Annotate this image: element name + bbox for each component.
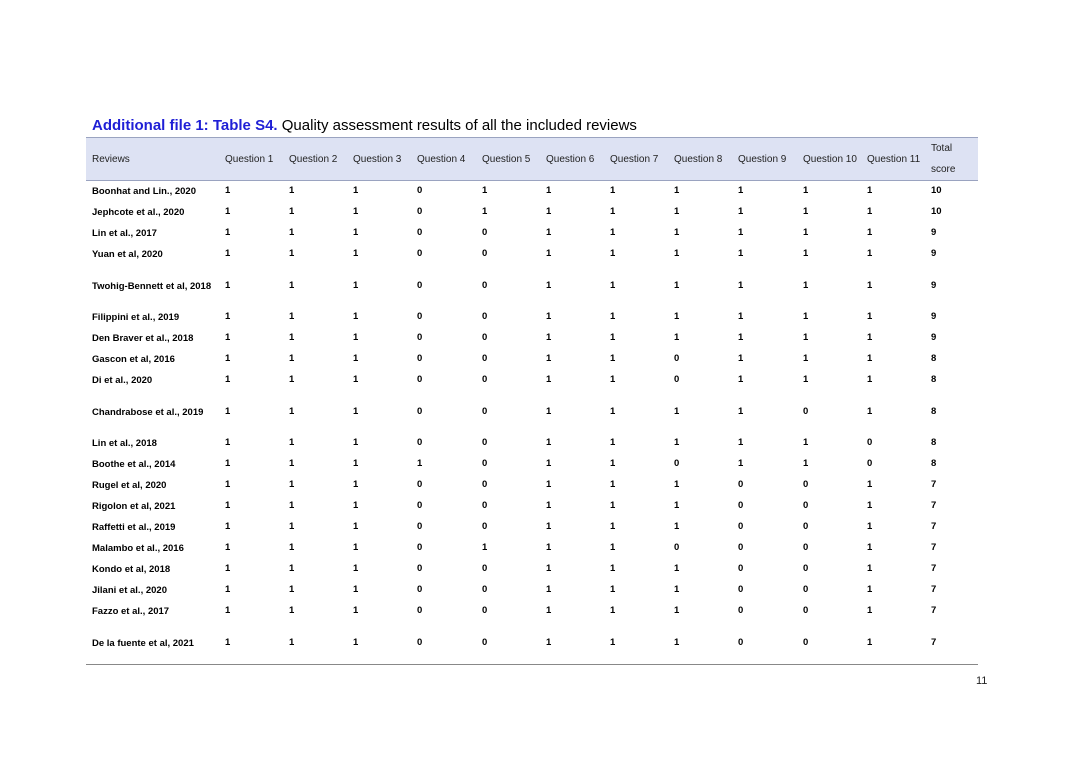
score-cell: 1 — [867, 206, 873, 218]
table-row — [86, 370, 978, 391]
score-cell: 0 — [738, 479, 744, 491]
score-cell: 0 — [797, 622, 861, 665]
score-cell: 0 — [482, 479, 488, 491]
table-row — [86, 622, 978, 665]
score-cell: 1 — [225, 227, 231, 239]
score-cell: 1 — [738, 248, 744, 260]
score-cell: 1 — [610, 458, 616, 470]
review-name-cell: Rigolon et al, 2021 — [92, 501, 176, 512]
score-cell: 8 — [931, 405, 937, 417]
score-cell: 0 — [674, 458, 680, 470]
score-cell: 1 — [674, 563, 680, 575]
score-cell: 0 — [417, 374, 423, 386]
score-cell: 1 — [353, 542, 359, 554]
score-cell: 1 — [353, 248, 359, 260]
column-header: Question 11 — [861, 138, 925, 181]
score-cell: 1 — [738, 405, 744, 417]
score-cell: 0 — [482, 227, 488, 239]
score-cell: 1 — [353, 458, 359, 470]
score-cell: 1 — [738, 279, 744, 291]
table-row — [86, 223, 978, 244]
score-cell: 8 — [931, 437, 937, 449]
score-cell: 1 — [610, 437, 616, 449]
review-name-cell: Fazzo et al., 2017 — [92, 606, 170, 617]
score-cell: 0 — [738, 563, 744, 575]
score-cell: 1 — [803, 206, 809, 218]
score-cell: 1 — [546, 563, 552, 575]
score-cell: 1 — [546, 437, 552, 449]
score-cell: 1 — [803, 311, 809, 323]
score-cell: 9 — [931, 311, 937, 323]
score-cell: 1 — [353, 185, 359, 197]
review-name-cell: Lin et al., 2018 — [92, 438, 157, 449]
score-cell: 9 — [931, 279, 937, 291]
score-cell: 1 — [803, 437, 809, 449]
score-cell: 0 — [417, 279, 423, 291]
score-cell: 0 — [417, 185, 423, 197]
score-cell: 1 — [225, 542, 231, 554]
score-cell: 7 — [931, 500, 937, 512]
score-cell: 1 — [610, 206, 616, 218]
score-cell: 0 — [482, 458, 488, 470]
score-cell: 1 — [610, 542, 616, 554]
score-cell: 1 — [867, 374, 873, 386]
score-cell: 1 — [610, 248, 616, 260]
score-cell: 1 — [674, 227, 680, 239]
score-cell: 1 — [289, 542, 295, 554]
review-name-cell: Twohig-Bennett et al, 2018 — [92, 280, 212, 292]
score-cell: 1 — [674, 479, 680, 491]
score-cell: 7 — [931, 542, 937, 554]
score-cell: 1 — [803, 458, 809, 470]
caption-label: Additional file 1: Table S4. — [92, 117, 278, 134]
score-cell: 1 — [289, 584, 295, 596]
review-name-cell: Chandrabose et al., 2019 — [92, 406, 204, 418]
table-header-row — [86, 138, 978, 181]
score-cell: 1 — [353, 437, 359, 449]
score-cell: 1 — [546, 542, 552, 554]
score-cell: 1 — [289, 437, 295, 449]
review-name-cell: Den Braver et al., 2018 — [92, 333, 194, 344]
score-cell: 0 — [674, 542, 680, 554]
score-cell: 1 — [867, 311, 873, 323]
score-cell: 1 — [674, 584, 680, 596]
score-cell: 1 — [546, 374, 552, 386]
score-cell: 1 — [546, 605, 552, 617]
column-header: Question 9 — [732, 138, 797, 181]
score-cell: 1 — [867, 405, 873, 417]
score-cell: 0 — [803, 500, 809, 512]
score-cell: 0 — [803, 584, 809, 596]
review-name-cell: Jilani et al., 2020 — [92, 585, 167, 596]
score-cell: 9 — [931, 332, 937, 344]
score-cell: 1 — [225, 437, 231, 449]
table-row — [86, 580, 978, 601]
review-name-cell: Gascon et al, 2016 — [92, 354, 175, 365]
score-cell: 1 — [225, 206, 231, 218]
score-cell: 0 — [482, 605, 488, 617]
score-cell: 1 — [353, 227, 359, 239]
table-caption — [92, 116, 637, 136]
review-name-cell: Yuan et al, 2020 — [92, 249, 163, 260]
score-cell: 0 — [482, 353, 488, 365]
score-cell: 1 — [353, 521, 359, 533]
column-header: Question 3 — [347, 138, 411, 181]
score-cell: 1 — [353, 479, 359, 491]
score-cell: 1 — [353, 563, 359, 575]
score-cell: 1 — [546, 311, 552, 323]
score-cell: 7 — [931, 521, 937, 533]
score-cell: 0 — [417, 500, 423, 512]
score-cell: 0 — [803, 405, 809, 417]
score-cell: 1 — [867, 185, 873, 197]
score-cell: 1 — [674, 206, 680, 218]
table-row — [86, 307, 978, 328]
score-cell: 1 — [803, 374, 809, 386]
score-cell: 1 — [546, 405, 552, 417]
score-cell: 0 — [417, 248, 423, 260]
score-cell: 1 — [289, 227, 295, 239]
score-cell: 1 — [219, 622, 283, 665]
score-cell: 1 — [225, 479, 231, 491]
score-cell: 9 — [931, 227, 937, 239]
score-cell: 1 — [610, 605, 616, 617]
page-number: 11 — [976, 675, 988, 687]
score-cell: 1 — [738, 374, 744, 386]
score-cell: 1 — [546, 584, 552, 596]
review-name-cell: Malambo et al., 2016 — [92, 543, 184, 554]
column-header: Question 6 — [540, 138, 604, 181]
score-cell: 1 — [610, 405, 616, 417]
score-cell: 1 — [225, 279, 231, 291]
table-row — [86, 454, 978, 475]
column-header: Question 5 — [476, 138, 540, 181]
score-cell: 1 — [668, 622, 732, 665]
table-row — [86, 538, 978, 559]
score-cell: 0 — [417, 479, 423, 491]
score-cell: 7 — [931, 479, 937, 491]
score-cell: 1 — [803, 332, 809, 344]
score-cell: 0 — [417, 311, 423, 323]
score-cell: 1 — [289, 479, 295, 491]
review-name-cell: Jephcote et al., 2020 — [92, 207, 185, 218]
score-cell: 1 — [610, 185, 616, 197]
score-cell: 1 — [353, 500, 359, 512]
score-cell: 1 — [225, 500, 231, 512]
score-cell: 1 — [867, 542, 873, 554]
score-cell: 0 — [417, 405, 423, 417]
score-cell: 1 — [546, 227, 552, 239]
score-cell: 1 — [610, 563, 616, 575]
column-header: Question 1 — [219, 138, 283, 181]
score-cell: 1 — [674, 500, 680, 512]
score-cell: 1 — [289, 405, 295, 417]
score-cell: 1 — [353, 584, 359, 596]
score-cell: 1 — [674, 437, 680, 449]
score-cell: 1 — [225, 311, 231, 323]
score-cell: 1 — [546, 206, 552, 218]
table-row — [86, 496, 978, 517]
review-name-cell: Kondo et al, 2018 — [92, 564, 171, 575]
score-cell: 1 — [225, 332, 231, 344]
score-cell: 1 — [225, 521, 231, 533]
score-cell: 1 — [289, 353, 295, 365]
score-cell: 0 — [482, 584, 488, 596]
score-cell: 1 — [867, 227, 873, 239]
score-cell: 1 — [610, 332, 616, 344]
score-cell: 1 — [347, 622, 411, 665]
score-cell: 1 — [867, 479, 873, 491]
score-cell: 1 — [674, 405, 680, 417]
score-cell: 1 — [867, 500, 873, 512]
score-cell: 1 — [546, 248, 552, 260]
score-cell: 9 — [931, 248, 937, 260]
score-cell: 1 — [738, 206, 744, 218]
score-cell: 1 — [867, 332, 873, 344]
score-cell: 1 — [546, 332, 552, 344]
score-cell: 1 — [546, 279, 552, 291]
score-cell: 1 — [610, 500, 616, 512]
score-cell: 1 — [289, 332, 295, 344]
table-row — [86, 244, 978, 265]
table-row — [86, 559, 978, 580]
score-cell: 1 — [546, 185, 552, 197]
table-row — [86, 433, 978, 454]
caption-text: Quality assessment results of all the included reviews — [277, 117, 637, 134]
score-cell: 7 — [931, 563, 937, 575]
score-cell: 1 — [353, 605, 359, 617]
score-cell: 0 — [476, 622, 540, 665]
score-cell: 0 — [674, 374, 680, 386]
column-header: Question 7 — [604, 138, 668, 181]
score-cell: 1 — [546, 521, 552, 533]
score-cell: 0 — [417, 332, 423, 344]
table-row — [86, 349, 978, 370]
column-header: Question 10 — [797, 138, 861, 181]
score-cell: 1 — [417, 458, 423, 470]
score-cell: 1 — [674, 311, 680, 323]
table-row — [86, 601, 978, 622]
score-cell: 1 — [604, 622, 668, 665]
review-name-cell: Boonhat and Lin., 2020 — [92, 186, 196, 197]
score-cell: 1 — [803, 227, 809, 239]
score-cell: 1 — [674, 279, 680, 291]
score-cell: 1 — [353, 279, 359, 291]
score-cell: 0 — [738, 584, 744, 596]
score-cell: 1 — [867, 584, 873, 596]
score-cell: 1 — [738, 458, 744, 470]
score-cell: 0 — [417, 437, 423, 449]
score-cell: 0 — [417, 206, 423, 218]
score-cell: 0 — [803, 521, 809, 533]
score-cell: 1 — [546, 500, 552, 512]
column-header: Question 4 — [411, 138, 476, 181]
review-name-cell: Di et al., 2020 — [92, 375, 153, 386]
table-row — [86, 328, 978, 349]
score-cell: 1 — [289, 248, 295, 260]
score-cell: 1 — [803, 353, 809, 365]
score-cell: 0 — [867, 437, 873, 449]
score-cell: 1 — [289, 185, 295, 197]
review-name-cell: Lin et al., 2017 — [92, 228, 157, 239]
score-cell: 1 — [482, 542, 488, 554]
score-cell: 0 — [482, 563, 488, 575]
score-cell: 10 — [931, 185, 942, 197]
score-cell: 1 — [610, 311, 616, 323]
score-cell: 1 — [803, 185, 809, 197]
score-cell: 7 — [925, 622, 978, 665]
review-name-cell: Rugel et al, 2020 — [92, 480, 167, 491]
score-cell: 1 — [867, 605, 873, 617]
score-cell: 0 — [732, 622, 797, 665]
score-cell: 0 — [482, 437, 488, 449]
review-name-cell: De la fuente et al, 2021 — [86, 622, 219, 665]
score-cell: 1 — [289, 500, 295, 512]
score-cell: 1 — [225, 374, 231, 386]
score-cell: 7 — [931, 605, 937, 617]
score-cell: 0 — [417, 521, 423, 533]
score-cell: 1 — [546, 479, 552, 491]
score-cell: 0 — [482, 500, 488, 512]
score-cell: 7 — [931, 584, 937, 596]
score-cell: 1 — [225, 405, 231, 417]
score-cell: 1 — [610, 479, 616, 491]
score-cell: 0 — [417, 227, 423, 239]
score-cell: 1 — [610, 279, 616, 291]
score-cell: 0 — [482, 279, 488, 291]
score-cell: 0 — [482, 311, 488, 323]
score-cell: 1 — [289, 521, 295, 533]
table-row — [86, 202, 978, 223]
score-cell: 1 — [482, 185, 488, 197]
score-cell: 8 — [931, 458, 937, 470]
score-cell: 1 — [738, 353, 744, 365]
score-cell: 0 — [482, 332, 488, 344]
review-name-cell: Boothe et al., 2014 — [92, 459, 176, 470]
score-cell: 1 — [803, 279, 809, 291]
score-cell: 1 — [540, 622, 604, 665]
score-cell: 1 — [738, 227, 744, 239]
score-cell: 1 — [610, 521, 616, 533]
quality-assessment-table — [86, 137, 978, 665]
score-cell: 1 — [738, 332, 744, 344]
score-cell: 0 — [417, 584, 423, 596]
score-cell: 1 — [546, 458, 552, 470]
score-cell: 1 — [225, 248, 231, 260]
score-cell: 1 — [674, 185, 680, 197]
score-cell: 0 — [417, 563, 423, 575]
score-cell: 0 — [803, 605, 809, 617]
score-cell: 1 — [289, 374, 295, 386]
score-cell: 0 — [482, 521, 488, 533]
score-cell: 0 — [411, 622, 476, 665]
column-header: Question 2 — [283, 138, 347, 181]
score-cell: 0 — [803, 563, 809, 575]
score-cell: 1 — [289, 458, 295, 470]
score-cell: 1 — [225, 605, 231, 617]
table-row — [86, 391, 978, 433]
score-cell: 1 — [674, 605, 680, 617]
score-cell: 0 — [738, 605, 744, 617]
score-cell: 1 — [353, 206, 359, 218]
score-cell: 0 — [674, 353, 680, 365]
review-name-cell: Raffetti et al., 2019 — [92, 522, 176, 533]
column-header: Question 8 — [668, 138, 732, 181]
score-cell: 0 — [803, 479, 809, 491]
column-header-reviews: Reviews — [86, 138, 219, 181]
score-cell: 1 — [867, 279, 873, 291]
score-cell: 1 — [225, 185, 231, 197]
score-cell: 1 — [610, 227, 616, 239]
score-cell: 0 — [738, 500, 744, 512]
score-cell: 1 — [738, 437, 744, 449]
score-cell: 1 — [610, 353, 616, 365]
score-cell: 0 — [417, 605, 423, 617]
score-cell: 1 — [546, 353, 552, 365]
score-cell: 8 — [931, 374, 937, 386]
score-cell: 1 — [353, 405, 359, 417]
score-cell: 0 — [803, 542, 809, 554]
score-cell: 1 — [289, 279, 295, 291]
score-cell: 1 — [353, 311, 359, 323]
score-cell: 1 — [353, 353, 359, 365]
score-cell: 1 — [289, 311, 295, 323]
table-row — [86, 265, 978, 307]
score-cell: 1 — [225, 353, 231, 365]
score-cell: 1 — [674, 248, 680, 260]
score-cell: 1 — [738, 311, 744, 323]
score-cell: 1 — [289, 563, 295, 575]
score-cell: 1 — [283, 622, 347, 665]
score-cell: 1 — [803, 248, 809, 260]
table-row — [86, 181, 978, 203]
score-cell: 0 — [417, 542, 423, 554]
score-cell: 10 — [931, 206, 942, 218]
score-cell: 0 — [482, 248, 488, 260]
column-header: Total score — [925, 138, 978, 181]
score-cell: 1 — [225, 458, 231, 470]
score-cell: 1 — [861, 622, 925, 665]
table-row — [86, 517, 978, 538]
score-cell: 1 — [674, 521, 680, 533]
score-cell: 0 — [867, 458, 873, 470]
score-cell: 1 — [353, 374, 359, 386]
score-cell: 1 — [353, 332, 359, 344]
score-cell: 1 — [482, 206, 488, 218]
score-cell: 1 — [867, 353, 873, 365]
score-cell: 1 — [225, 563, 231, 575]
review-name-cell: Filippini et al., 2019 — [92, 312, 180, 323]
table-row — [86, 475, 978, 496]
score-cell: 0 — [738, 542, 744, 554]
score-cell: 8 — [931, 353, 937, 365]
score-cell: 0 — [417, 353, 423, 365]
score-cell: 1 — [867, 248, 873, 260]
score-cell: 1 — [225, 584, 231, 596]
score-cell: 1 — [867, 563, 873, 575]
score-cell: 1 — [289, 206, 295, 218]
score-cell: 1 — [674, 332, 680, 344]
score-cell: 1 — [610, 374, 616, 386]
score-cell: 0 — [738, 521, 744, 533]
score-cell: 1 — [738, 185, 744, 197]
score-cell: 1 — [867, 521, 873, 533]
score-cell: 0 — [482, 374, 488, 386]
score-cell: 1 — [289, 605, 295, 617]
score-cell: 1 — [610, 584, 616, 596]
score-cell: 0 — [482, 405, 488, 417]
